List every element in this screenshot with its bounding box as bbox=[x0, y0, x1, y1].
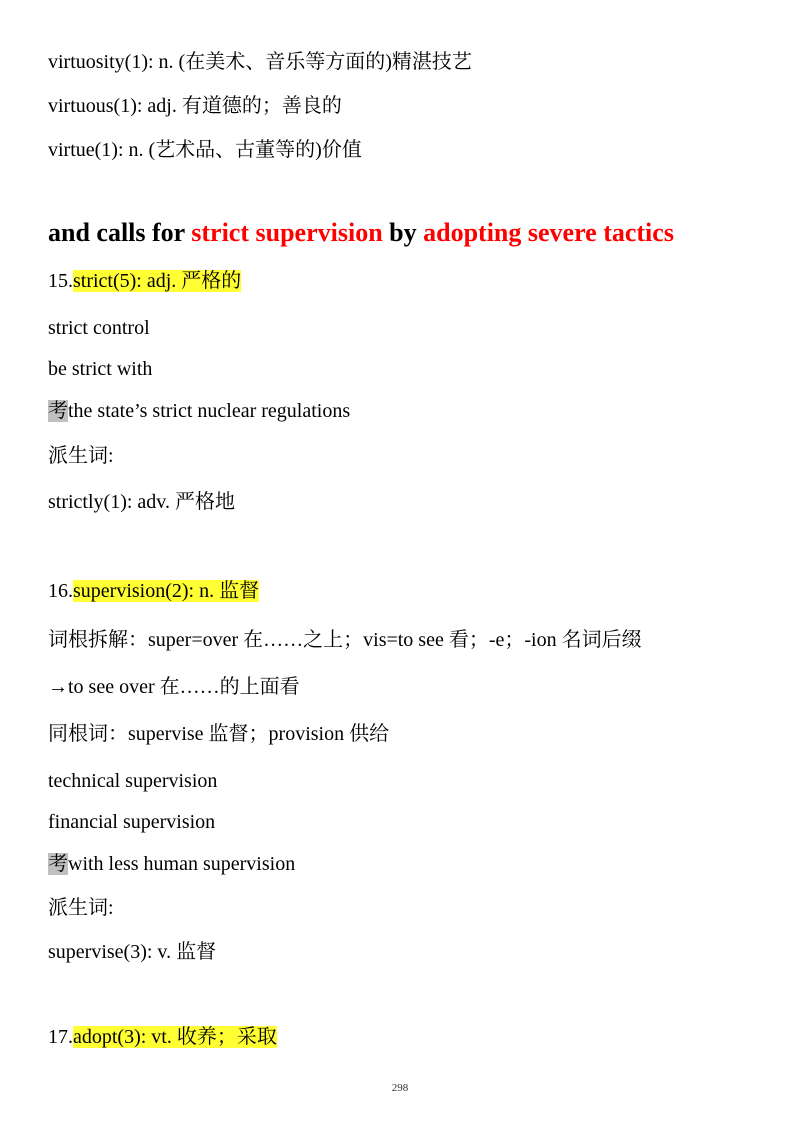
entry-16-cognates: 同根词：supervise 监督；provision 供给 bbox=[48, 723, 390, 745]
entry-16-root-analysis: 词根拆解：super=over 在……之上；vis=to see 看；-e；-ion 名词后缀 bbox=[48, 629, 642, 651]
entry-15-derived: strictly(1): adv. 严格地 bbox=[48, 491, 236, 513]
intro-word-3: virtue(1): n. (艺术品、古董等的)价值 bbox=[48, 139, 362, 161]
heading-part-3: by bbox=[382, 218, 424, 247]
section-heading bbox=[48, 215, 674, 251]
entry-16-exam-line bbox=[48, 850, 295, 878]
entry-16-derived: supervise(3): v. 监督 bbox=[48, 941, 217, 963]
heading-highlight-2: adopting severe tactics bbox=[423, 218, 674, 247]
entry-number: 16. bbox=[48, 580, 73, 602]
exam-phrase: with less human supervision bbox=[68, 853, 296, 875]
headword-highlight: strict(5): adj. 严格的 bbox=[73, 270, 242, 292]
intro-word-2: virtuous(1): adj. 有道德的；善良的 bbox=[48, 95, 342, 117]
exam-tag: 考 bbox=[48, 853, 68, 875]
entry-17-headword bbox=[48, 1023, 277, 1051]
heading-part-1: and calls for bbox=[48, 218, 192, 247]
entry-number: 15. bbox=[48, 270, 73, 292]
entry-16-root-meaning: →to see over 在……的上面看 bbox=[48, 676, 300, 698]
headword-highlight: supervision(2): n. 监督 bbox=[73, 580, 260, 602]
headword-highlight: adopt(3): vt. 收养；采取 bbox=[73, 1026, 277, 1048]
entry-15-headword bbox=[48, 267, 241, 295]
entry-15-phrase-1: strict control bbox=[48, 317, 150, 339]
entry-15-derived-label: 派生词: bbox=[48, 445, 114, 467]
intro-word-1: virtuosity(1): n. (在美术、音乐等方面的)精湛技艺 bbox=[48, 51, 472, 73]
entry-16-derived-label: 派生词: bbox=[48, 897, 114, 919]
exam-phrase: the state’s strict nuclear regulations bbox=[68, 400, 351, 422]
entry-16-phrase-1: technical supervision bbox=[48, 770, 218, 792]
entry-16-headword bbox=[48, 577, 259, 605]
entry-number: 17. bbox=[48, 1026, 73, 1048]
entry-15-phrase-2: be strict with bbox=[48, 358, 153, 380]
exam-tag: 考 bbox=[48, 400, 68, 422]
page-number: 298 bbox=[391, 1082, 409, 1094]
heading-highlight-1: strict supervision bbox=[191, 218, 383, 247]
entry-15-exam-line bbox=[48, 397, 350, 425]
entry-16-phrase-2: financial supervision bbox=[48, 811, 216, 833]
